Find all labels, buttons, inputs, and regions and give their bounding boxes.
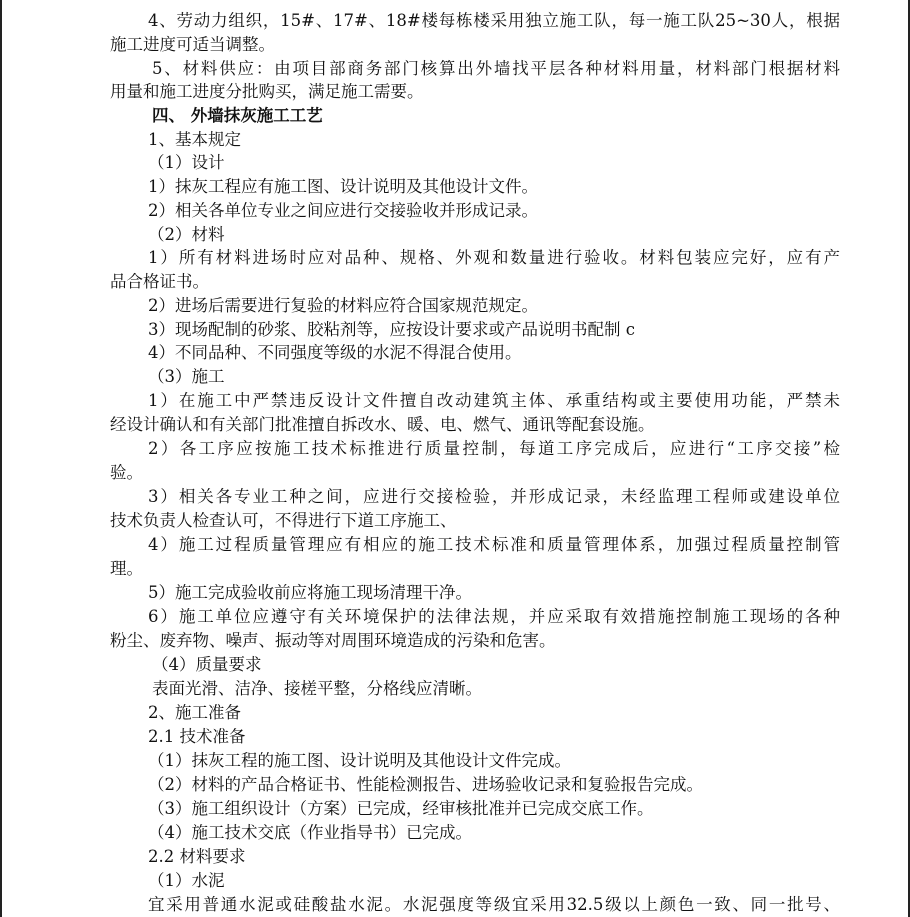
subsection-heading: 2、施工准备 — [148, 703, 241, 722]
section-heading: 四、 外墙抹灰施工工艺 — [152, 106, 323, 125]
paragraph-line: 3）相关各专业工种之间，应进行交接检验，并形成记录，未经监理工程师或建设单位 — [148, 487, 840, 506]
paragraph-line: 宜采用普通水泥或硅酸盐水泥。水泥强度等级宜采用32.5级以上颜色一致、同一批号、 — [148, 895, 840, 914]
subsection-heading: （1）设计 — [148, 153, 225, 172]
subsection-heading: （3）施工 — [148, 367, 225, 386]
paragraph-line: 2）进场后需要进行复验的材料应符合国家规范规定。 — [148, 296, 538, 315]
paragraph-line: 3）现场配制的砂浆、胶粘剂等，应按设计要求或产品说明书配制 c — [148, 320, 635, 339]
page-left-border — [0, 0, 2, 917]
paragraph-line: 6）施工单位应遵守有关环境保护的法律法规，并应采取有效措施控制施工现场的各种 — [148, 607, 840, 626]
paragraph-line: 5、材料供应：由项目部商务部门核算出外墙找平层各种材料用量，材料部门根据材料 — [152, 59, 840, 78]
subsection-heading: （2）材料 — [148, 225, 225, 244]
paragraph-line: 4、劳动力组织，15#、17#、18#楼每栋楼采用独立施工队，每一施工队25~30人，根据 — [148, 11, 840, 30]
paragraph-line: 1）在施工中严禁违反设计文件擅自改动建筑主体、承重结构或主要使用功能，严禁未 — [148, 391, 840, 410]
paragraph-line: 理。 — [110, 559, 143, 578]
subsection-heading: 2.1 技术准备 — [148, 727, 246, 746]
paragraph-line: 表面光滑、洁净、接槎平整，分格线应清晰。 — [152, 679, 482, 698]
paragraph-line: 1）所有材料进场时应对品种、规格、外观和数量进行验收。材料包装应完好，应有产 — [148, 248, 840, 267]
paragraph-line: （2）材料的产品合格证书、性能检测报告、进场验收记录和复验报告完成。 — [148, 775, 703, 794]
paragraph-line: 用量和施工进度分批购买，满足施工需要。 — [110, 82, 424, 101]
paragraph-line: 4）不同品种、不同强度等级的水泥不得混合使用。 — [148, 343, 522, 362]
paragraph-line: 验。 — [110, 463, 143, 482]
paragraph-line: 2）相关各单位专业之间应进行交接验收并形成记录。 — [148, 201, 538, 220]
subsection-heading: （4）质量要求 — [152, 655, 262, 674]
paragraph-line: （1）抹灰工程的施工图、设计说明及其他设计文件完成。 — [148, 751, 571, 770]
paragraph-line: （3）施工组织设计（方案）已完成，经审核批准并已完成交底工作。 — [148, 799, 654, 818]
paragraph-line: 5）施工完成验收前应将施工现场清理干净。 — [148, 583, 472, 602]
paragraph-line: 2）各工序应按施工技术标推进行质量控制，每道工序完成后，应进行“工序交接”检 — [148, 439, 840, 458]
paragraph-line: 粉尘、废弃物、噪声、振动等对周围环境造成的污染和危害。 — [110, 631, 556, 650]
subsection-heading: 1、基本规定 — [148, 130, 241, 149]
subsection-heading: （1）水泥 — [148, 871, 225, 890]
paragraph-line: 品合格证书。 — [110, 272, 209, 291]
paragraph-line: 1）抹灰工程应有施工图、设计说明及其他设计文件。 — [148, 177, 538, 196]
paragraph-line: 施工进度可适当调整。 — [110, 35, 275, 54]
paragraph-line: 4）施工过程质量管理应有相应的施工技术标准和质量管理体系，加强过程质量控制管 — [148, 535, 840, 554]
paragraph-line: 经设计确认和有关部门批准擅自拆改水、暖、电、燃气、通讯等配套设施。 — [110, 415, 655, 434]
paragraph-line: （4）施工技术交底（作业指导书）已完成。 — [148, 823, 472, 842]
paragraph-line: 技术负责人检查认可，不得进行下道工序施工、 — [110, 511, 457, 530]
subsection-heading: 2.2 材料要求 — [148, 847, 246, 866]
